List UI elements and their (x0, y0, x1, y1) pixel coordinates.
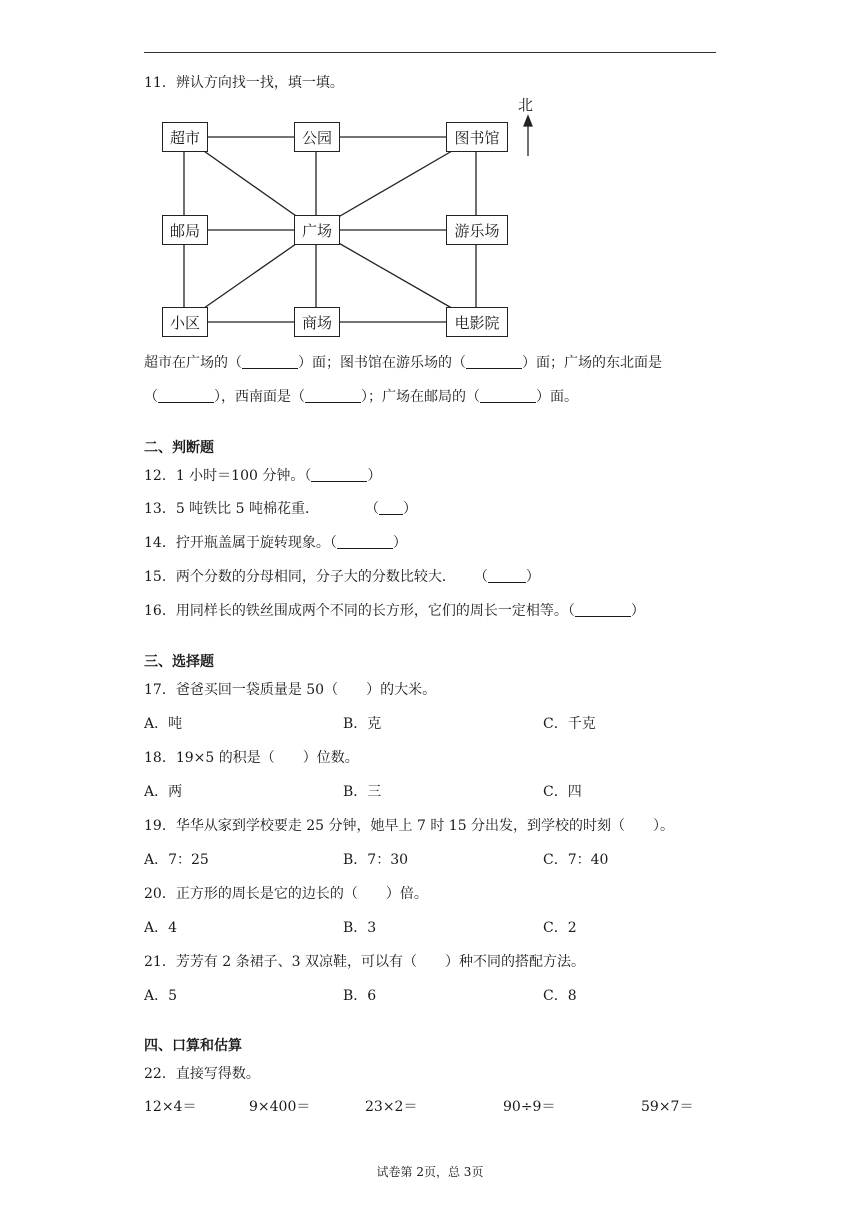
calc-item: 90÷9＝ (503, 1099, 556, 1115)
place-square: 广场 (294, 215, 340, 245)
q19-option-c[interactable]: C．7：40 (543, 852, 609, 868)
q20-option-b[interactable]: B．3 (343, 920, 377, 936)
answer-blank[interactable] (379, 500, 403, 515)
q18-option-a[interactable]: A．两 (144, 784, 183, 800)
calc-item: 59×7＝ (641, 1099, 694, 1115)
q17-option-a[interactable]: A．吨 (144, 716, 183, 732)
place-mall: 商场 (294, 307, 340, 337)
answer-blank[interactable] (480, 388, 536, 403)
q20-stem: 20．正方形的周长是它的边长的（ ）倍。 (144, 886, 428, 902)
calc-item: 9×400＝ (249, 1099, 311, 1115)
calc-item: 23×2＝ (365, 1099, 418, 1115)
q20-option-a[interactable]: A．4 (144, 920, 178, 936)
q21-option-c[interactable]: C．8 (543, 988, 577, 1004)
q21-option-a[interactable]: A．5 (144, 988, 178, 1004)
q19-option-b[interactable]: B．7：30 (343, 852, 409, 868)
q13: 13．5 吨铁比 5 吨棉花重． （ ） (144, 501, 417, 517)
header-rule (144, 52, 716, 53)
section-4-title: 四、口算和估算 (144, 1038, 242, 1054)
answer-blank[interactable] (158, 388, 214, 403)
q11-prompt: 11．辨认方向找一找，填一填。 (144, 75, 344, 91)
place-post-office: 邮局 (162, 215, 208, 245)
answer-blank[interactable] (305, 388, 361, 403)
answer-blank[interactable] (311, 467, 367, 482)
q14: 14．拧开瓶盖属于旋转现象。（ ） (144, 535, 407, 551)
answer-blank[interactable] (337, 534, 393, 549)
north-arrow-head (524, 116, 532, 126)
q18-option-c[interactable]: C．四 (543, 784, 582, 800)
q11-fill-line-2: （ ），西南面是（ ）；广场在邮局的（ ）面。 (144, 389, 578, 405)
q16: 16．用同样长的铁丝围成两个不同的长方形，它们的周长一定相等。（ ） (144, 603, 645, 619)
q18-option-b[interactable]: B．三 (343, 784, 382, 800)
q18-stem: 18．19×5 的积是（ ）位数。 (144, 750, 359, 766)
page-footer: 试卷第 2页，总 3页 (376, 1165, 484, 1179)
answer-blank[interactable] (575, 602, 631, 617)
calc-item: 12×4＝ (144, 1099, 197, 1115)
q19-option-a[interactable]: A．7：25 (144, 852, 209, 868)
q17-option-c[interactable]: C．千克 (543, 716, 596, 732)
q17-option-b[interactable]: B．克 (343, 716, 382, 732)
q12: 12．1 小时＝100 分钟。（ ） (144, 468, 382, 484)
place-community: 小区 (162, 307, 208, 337)
q17-stem: 17．爸爸买回一袋质量是 50（ ）的大米。 (144, 682, 437, 698)
direction-map (156, 96, 536, 340)
answer-blank[interactable] (466, 354, 522, 369)
answer-blank[interactable] (488, 568, 526, 583)
q22-prompt: 22．直接写得数。 (144, 1066, 260, 1082)
place-supermarket: 超市 (162, 122, 208, 152)
q21-stem: 21．芳芳有 2 条裙子、3 双凉鞋，可以有（ ）种不同的搭配方法。 (144, 954, 585, 970)
place-amusement-park: 游乐场 (446, 215, 508, 245)
q15: 15．两个分数的分母相同，分子大的分数比较大． （ ） (144, 569, 540, 585)
q11-fill-line-1: 超市在广场的（ ）面；图书馆在游乐场的（ ）面；广场的东北面是 (144, 355, 662, 371)
place-park: 公园 (294, 122, 340, 152)
section-3-title: 三、选择题 (144, 654, 214, 670)
place-library: 图书馆 (446, 122, 508, 152)
answer-blank[interactable] (242, 354, 298, 369)
place-cinema: 电影院 (446, 307, 508, 337)
q20-option-c[interactable]: C．2 (543, 920, 577, 936)
north-label: 北 (518, 96, 534, 114)
section-2-title: 二、判断题 (144, 440, 214, 456)
q21-option-b[interactable]: B．6 (343, 988, 377, 1004)
q19-stem: 19．华华从家到学校要走 25 分钟，她早上 7 时 15 分出发，到学校的时刻（ ）。 (144, 818, 675, 834)
